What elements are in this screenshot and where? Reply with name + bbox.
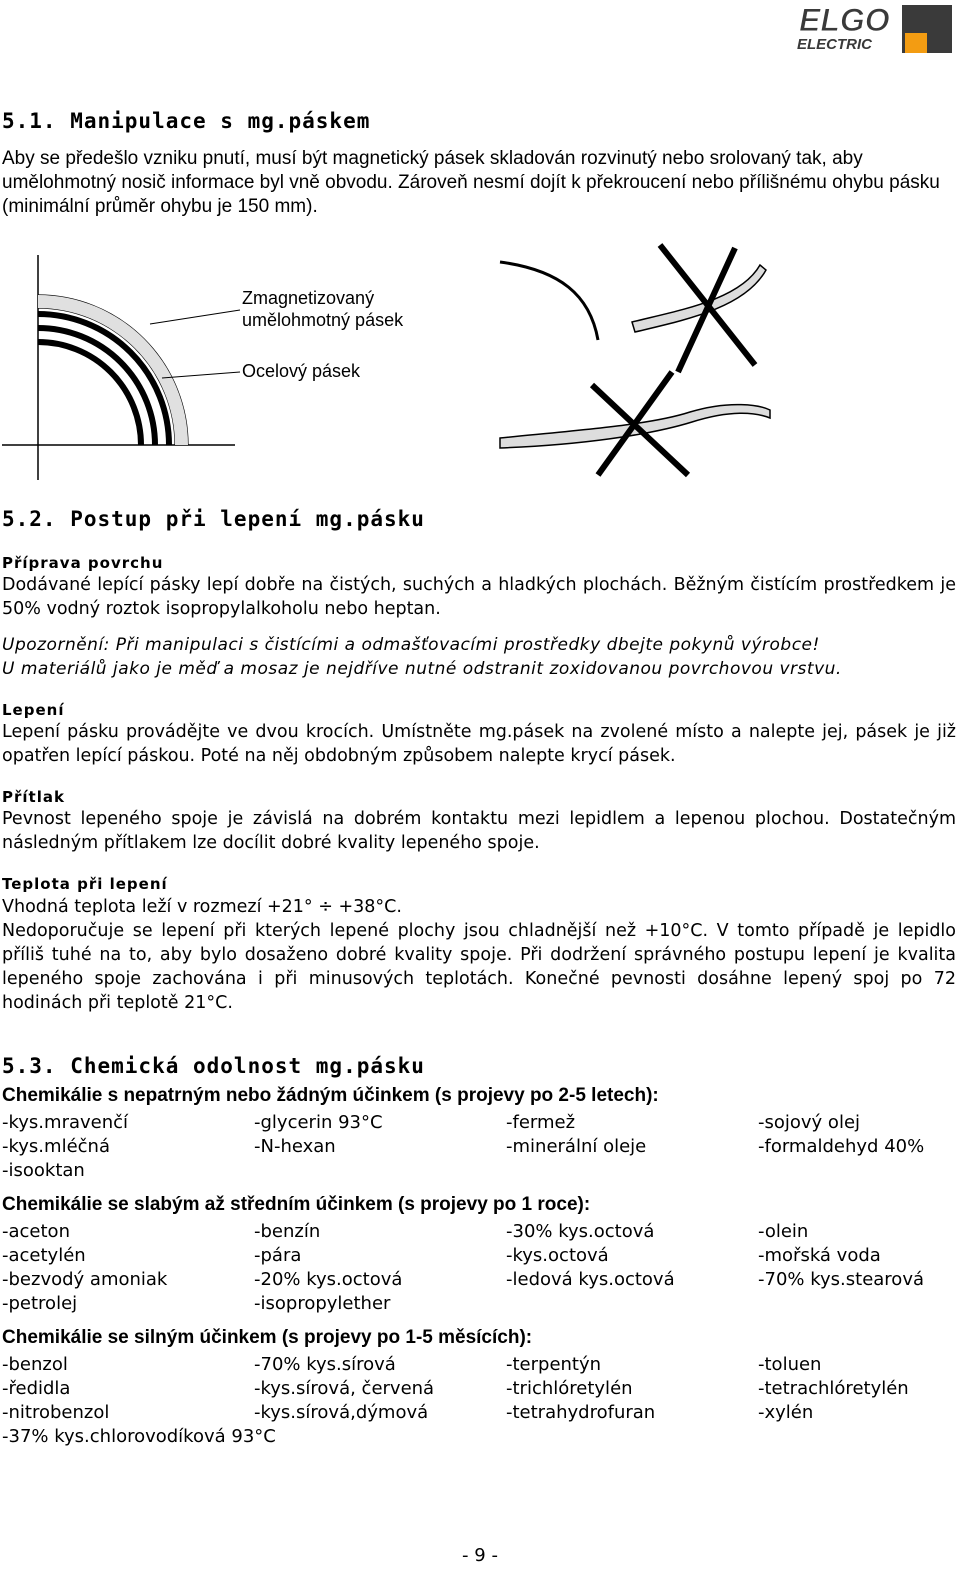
prep-heading: Příprava povrchu: [2, 554, 164, 572]
label-steel-tape: Ocelový pásek: [242, 361, 361, 381]
correct-bend-diagram: [2, 255, 240, 480]
section-5-1-text: Aby se předešlo vzniku pnutí, musí být magnetický pásek skladován rozvinutý nebo srolovaný tak, aby umělohmotný nosič informace byl vně obvodu. Zároveň nesmí dojít k překroucení nebo přílišnému ohybu pásku (minimální průměr ohybu je 150 mm).: [2, 148, 940, 217]
press-heading: Přítlak: [2, 788, 65, 806]
chem-item: -kys.octová: [506, 1245, 609, 1266]
page-number: - 9 -: [462, 1545, 498, 1566]
chem-group-1-heading: Chemikálie s nepatrným nebo žádným účinkem (s projevy po 2-5 letech):: [2, 1085, 659, 1106]
warning-line-2: U materiálů jako je měď a mosaz je nejdříve nutné odstranit zoxidovanou povrchovou vrstvu.: [2, 659, 842, 679]
chem-group-3-list: [2, 1353, 958, 1449]
chem-item: -trichlóretylén: [506, 1378, 633, 1399]
prep-text: Dodávané lepící pásky lepí dobře na čistých, suchých a hladkých plochách. Běžným čistícím prostředkem je 50% vodný roztok isopropylalkoholu nebo heptan.: [2, 575, 956, 619]
svg-text:ELECTRIC: ELECTRIC: [797, 36, 872, 53]
chem-item: -70% kys.stearová: [758, 1269, 924, 1290]
chem-item: -isooktan: [2, 1160, 85, 1181]
chem-item: -ledová kys.octová: [506, 1269, 675, 1290]
svg-text:ELGO: ELGO: [799, 3, 890, 38]
tape-bending-figure: [0, 240, 960, 490]
warning-line-1: Upozornění: Při manipulaci s čistícími a odmašťovacími prostředky dbejte pokynů výrobce!: [2, 635, 820, 655]
label-magnetic-tape-1: Zmagnetizovaný: [242, 288, 375, 308]
chem-item: -70% kys.sírová: [254, 1354, 396, 1375]
chem-group-3-heading: Chemikálie se silným účinkem (s projevy po 1-5 měsících):: [2, 1327, 533, 1348]
chem-item: -fermež: [506, 1112, 576, 1133]
chem-item: -kys.mravenčí: [2, 1112, 129, 1133]
wrong-twist-bottom: [500, 372, 770, 475]
chem-item: -bezvodý amoniak: [2, 1269, 168, 1290]
chem-item: -mořská voda: [758, 1245, 881, 1266]
chem-group-2-heading: Chemikálie se slabým až středním účinkem (s projevy po 1 roce):: [2, 1194, 591, 1215]
section-5-2-title: 5.2. Postup při lepení mg.pásku: [2, 507, 425, 531]
glue-text: Lepení pásku provádějte ve dvou krocích. Umístněte mg.pásek na zvolené místo a nalepte jej, pásek je již opatřen lepící páskou. Poté na něj obdobným způsobem nalepte krycí pásek.: [2, 722, 956, 766]
wrong-bend-top: [500, 245, 766, 372]
chem-item: -kys.sírová, červená: [254, 1378, 435, 1399]
chem-item: -benzín: [254, 1221, 321, 1242]
chem-item: -N-hexan: [254, 1136, 336, 1157]
chem-item: -olein: [758, 1221, 809, 1242]
temp-text: Nedoporučuje se lepení při kterých lepené plochy jsou chladnější než +10°C. V tomto případě je lepidlo příliš tuhé na to, aby bylo dosaženo dobré kvality spoje. Při dodržení správného postupu lepení je kvalita lepeného spoje zachována i při minusových teplotách. Konečné pevnosti dosáhne lepený spoj po 72 hodinách při teplotě 21°C.: [2, 921, 956, 1013]
chem-item: -isopropylether: [254, 1293, 391, 1314]
chem-item: -xylén: [758, 1402, 814, 1423]
section-5-1-title: 5.1. Manipulace s mg.páskem: [2, 109, 371, 133]
section-5-3-title: 5.3. Chemická odolnost mg.pásku: [2, 1054, 425, 1078]
temp-heading: Teplota při lepení: [2, 875, 168, 893]
chem-item: -toluen: [758, 1354, 822, 1375]
chem-item: -37% kys.chlorovodíková 93°C: [2, 1426, 276, 1447]
chem-group-2-list: [2, 1220, 958, 1316]
chem-group-1-list: [2, 1111, 958, 1183]
chem-item: -benzol: [2, 1354, 68, 1375]
chem-item: -sojový olej: [758, 1112, 861, 1133]
press-text: Pevnost lepeného spoje je závislá na dobrém kontaktu mezi lepidlem a lepenou plochou. Dostatečným následným přítlakem lze docílit dobré kvality lepeného spoje.: [2, 809, 956, 853]
chem-item: -glycerin 93°C: [254, 1112, 383, 1133]
label-magnetic-tape-2: umělohmotný pásek: [242, 310, 404, 330]
chem-item: -aceton: [2, 1221, 70, 1242]
temp-range: Vhodná teplota leží v rozmezí +21° ÷ +38°C.: [2, 897, 402, 917]
chem-item: -petrolej: [2, 1293, 78, 1314]
chem-item: -ředidla: [2, 1378, 71, 1399]
elgo-electric-logo: [795, 3, 955, 55]
chem-item: -pára: [254, 1245, 302, 1266]
chem-item: -formaldehyd 40%: [758, 1136, 925, 1157]
chem-item: -tetrachlóretylén: [758, 1378, 909, 1399]
chem-item: -terpentýn: [506, 1354, 602, 1375]
chem-item: -tetrahydrofuran: [506, 1402, 656, 1423]
chem-item: -minerální oleje: [506, 1136, 647, 1157]
chem-item: -kys.mléčná: [2, 1136, 110, 1157]
chem-item: -nitrobenzol: [2, 1402, 110, 1423]
chem-item: -20% kys.octová: [254, 1269, 403, 1290]
glue-heading: Lepení: [2, 701, 65, 719]
chem-item: -acetylén: [2, 1245, 86, 1266]
chem-item: -kys.sírová,dýmová: [254, 1402, 429, 1423]
chem-item: -30% kys.octová: [506, 1221, 655, 1242]
